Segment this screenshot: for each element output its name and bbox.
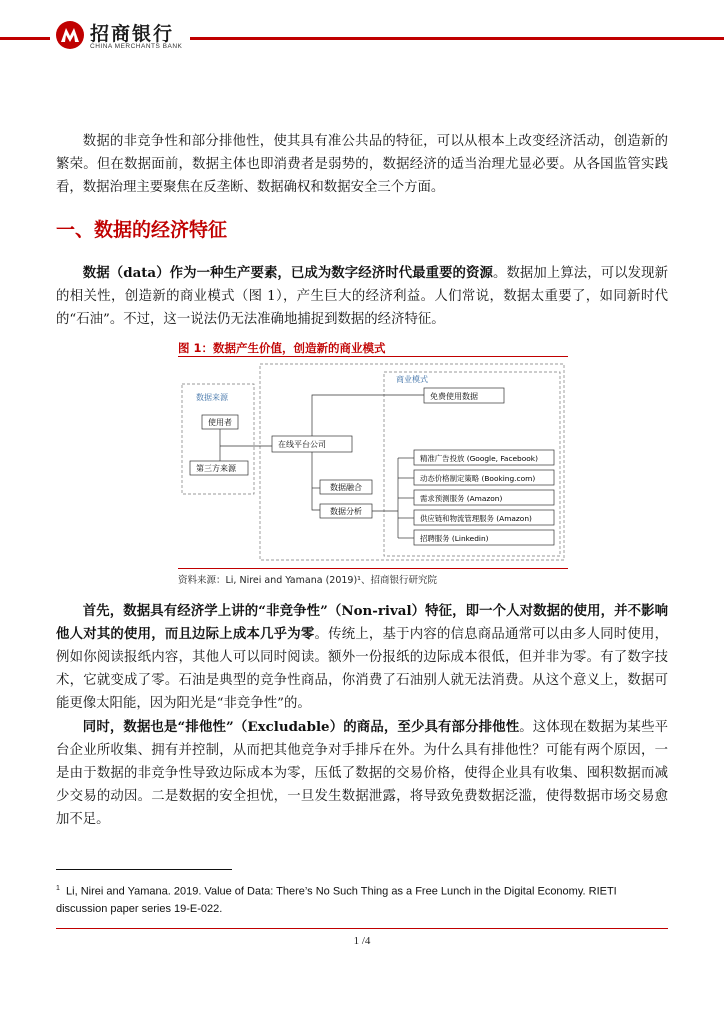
figure-top-rule xyxy=(178,356,568,357)
footnote-rule xyxy=(56,869,232,870)
third-party-label: 第三方来源 xyxy=(196,464,236,473)
output-label-2: 动态价格制定策略 (Booking.com) xyxy=(420,474,536,483)
paragraph-rest: 。这体现在数据为某些平台企业所收集、拥有并控制，从而把其他竞争对手排斥在外。为什么具有排他性？可能有两个原因，一是由于数据的非竞争性导致边际成本为零，压低了数据的交易价格，使得企业具有收集、囤积数据而减少交易的动因。二是数据的安全担忧，一旦发生数据泄露，将导致免费数据泛滥，使得数据市场交易愈加不足。 xyxy=(56,720,669,827)
footnote-text: Li, Nirei and Yamana. 2019. Value of Data: There’s No Such Thing as a Free Lunch in the Digital Economy. RIETI discussion paper series 19-E-022. xyxy=(56,885,617,915)
intro-paragraph: 数据的非竞争性和部分排他性，使其具有准公共品的特征，可以从根本上改变经济活动，创造新的繁荣。但在数据面前，数据主体也即消费者是弱势的，数据经济的适当治理尤显必要。从各国监管实践看，数据治理主要聚焦在反垄断、数据确权和数据安全三个方面。 xyxy=(56,134,668,195)
paragraph-rest: 。传统上，基于内容的信息商品通常可以由多人同时使用，例如你阅读报纸内容，其他人可以同时阅读。额外一份报纸的边际成本很低，但并非为零。有了数字技术，它就变成了零。石油是典型的竞争性商品，你消费了石油别人就无法消费。从这个意义上，数据可能更像太阳能，因为阳光是“非竞争性”的。 xyxy=(56,627,669,711)
footnote xyxy=(56,880,668,918)
paragraph-data-resource xyxy=(56,262,668,331)
data-analysis-label: 数据分析 xyxy=(330,507,362,516)
connector-analysis xyxy=(312,452,320,510)
output-label-4: 供应链和物流管理服务 (Amazon) xyxy=(420,514,532,523)
figure-source: 资料来源：Li, Nirei and Yamana (2019)¹、招商银行研究院 xyxy=(178,575,437,586)
figure-title: 图 1：数据产生价值，创造新的商业模式 xyxy=(178,341,386,355)
header-rule-right xyxy=(190,37,724,40)
brand-name-en: CHINA MERCHANTS BANK xyxy=(90,43,183,50)
data-source-label: 数据来源 xyxy=(196,393,228,402)
section-heading: 一、数据的经济特征 xyxy=(56,219,228,241)
figure-bottom-rule xyxy=(178,568,568,569)
page-header xyxy=(0,18,724,58)
page-number: 1 /4 xyxy=(353,935,371,947)
output-items xyxy=(398,450,554,545)
footnote-marker: 1 xyxy=(56,885,60,892)
paragraph-lead-bold: 首先，数据具有经济学上讲的“非竞争性”（Non-rival）特征，即一个人对数据的使用，并不影响他人对其的使用，而且边际上成本几乎为零 xyxy=(56,603,668,642)
brand-name-cn: 招商银行 xyxy=(90,23,175,45)
header-rule-left xyxy=(0,37,50,40)
paragraph-rest: 。数据加上算法，可以发现新的相关性，创造新的商业模式（图 1），产生巨大的经济利益。人们常说，数据太重要了，如同新时代的“石油”。不过，这一说法仍无法准确地捕捉到数据的经济特征。 xyxy=(56,266,669,327)
business-model-label: 商业模式 xyxy=(396,375,428,384)
paragraph-lead-bold: 同时，数据也是“排他性”（Excludable）的商品，至少具有部分排他性 xyxy=(82,719,520,735)
cmb-logo-icon xyxy=(55,20,85,50)
free-service-label: 免费使用数据 xyxy=(430,392,478,401)
paragraph-excludable xyxy=(56,716,668,831)
page-bottom-rule xyxy=(56,928,668,929)
output-label-1: 精准广告投放 (Google, Facebook) xyxy=(420,454,538,463)
business-model-diagram xyxy=(178,358,568,568)
connector-free-service xyxy=(312,395,424,436)
output-label-3: 需求预测服务 (Amazon) xyxy=(420,494,503,503)
data-collect-label: 数据融合 xyxy=(330,483,362,492)
output-label-5: 招聘服务 (Linkedin) xyxy=(420,534,489,543)
paragraph-lead-bold: 数据（data）作为一种生产要素，已成为数字经济时代最重要的资源 xyxy=(82,265,493,281)
platform-label: 在线平台公司 xyxy=(278,440,326,449)
user-label: 使用者 xyxy=(208,418,232,427)
paragraph-non-rival xyxy=(56,600,668,715)
